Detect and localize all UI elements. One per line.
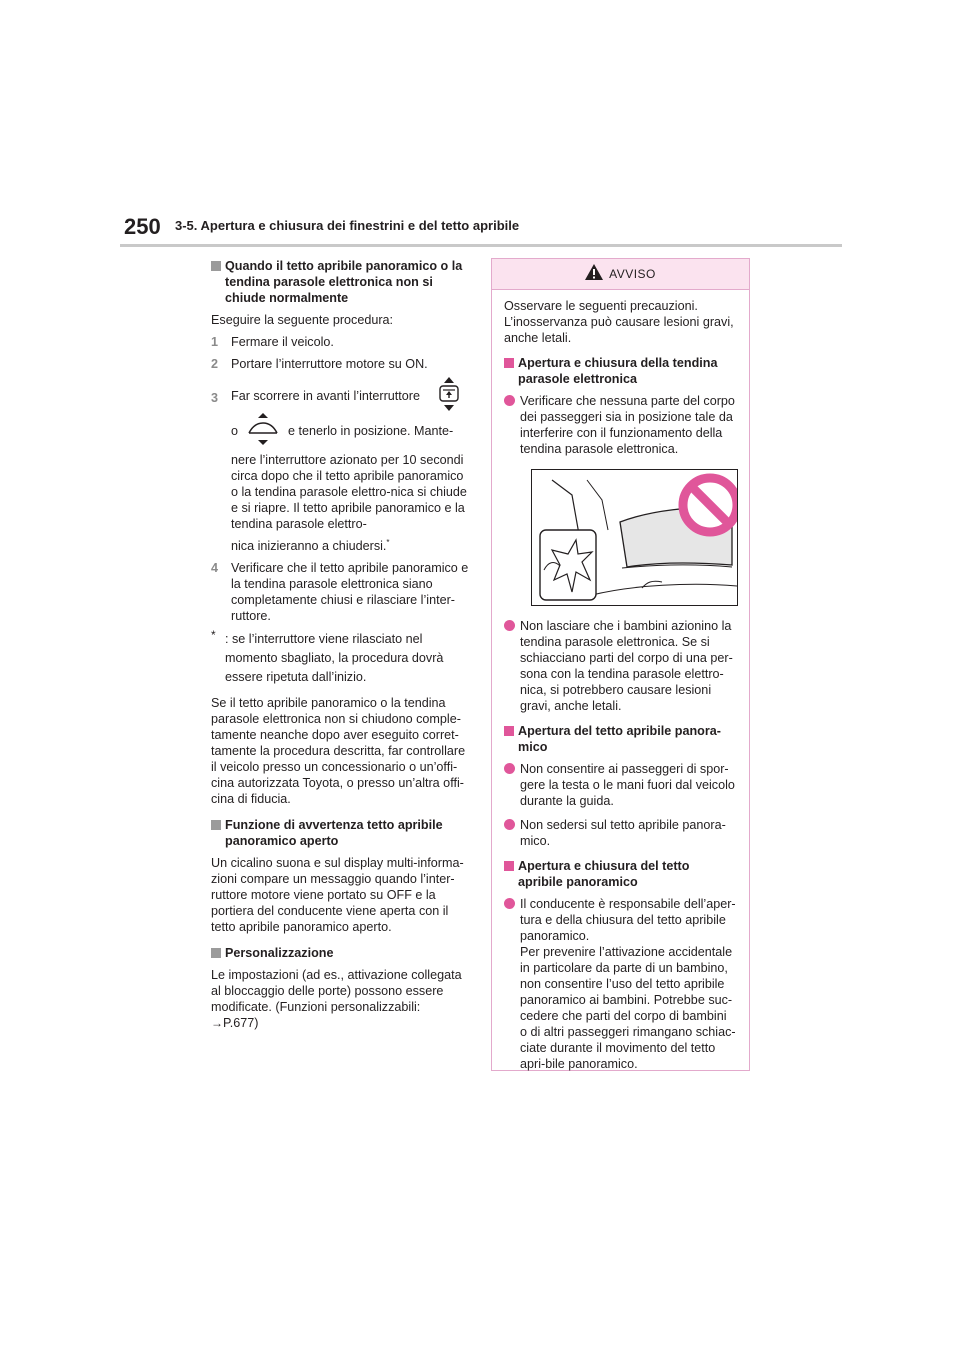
customization-paragraph bbox=[211, 967, 473, 1031]
footnote-mark: * bbox=[211, 628, 216, 643]
step-text: Far scorrere in avanti l’interruttore bbox=[231, 389, 420, 403]
bullet-dot-icon bbox=[504, 763, 515, 774]
step-text: nica inizieranno a chiudersi. bbox=[231, 539, 387, 554]
step-number: 3 bbox=[211, 391, 219, 405]
warning-triangle-icon bbox=[585, 264, 603, 285]
bullet-dot-icon bbox=[504, 898, 515, 909]
bullet-item bbox=[504, 896, 736, 1072]
page-reference-link[interactable]: P.677) bbox=[223, 1016, 259, 1031]
step-1 bbox=[211, 334, 473, 350]
page-number: 250 bbox=[124, 214, 161, 239]
dealer-check-paragraph: Se il tetto apribile panoramico o la tendina parasole elettronica non si chiudono comple-tamente neanche dopo aver eseguito corret-tamente la procedura descritta, far controllare il veicolo presso un concessionario o un’offi-cina autorizzata Toyota, o presso un’altra offi-cina di fiducia. bbox=[211, 696, 466, 807]
bullet-item bbox=[504, 761, 736, 809]
heading-sunshade bbox=[504, 355, 736, 387]
heading-text: Apertura del tetto apribile panora-mico bbox=[518, 724, 721, 754]
step-text-end bbox=[231, 535, 473, 554]
bullet-item bbox=[504, 393, 736, 457]
heading-sunroof-open bbox=[504, 723, 736, 755]
heading-text: Funzione di avvertenza tetto apribile panoramico aperto bbox=[225, 818, 443, 849]
step-text: Verificare che il tetto apribile panoramico e la tendina parasole elettronica siano completamente chiusi e rilasciare l’inter-ruttore. bbox=[231, 561, 469, 624]
header-rule bbox=[120, 244, 842, 247]
footnote-text: : se l’interruttore viene rilasciato nel momento sbagliato, la procedura dovrà essere ripetuta dall’inizio. bbox=[225, 632, 444, 685]
bullet-item bbox=[504, 618, 736, 714]
bullet-text: Verificare che nessuna parte del corpo dei passeggeri sia in posizione tale da interferire con il funzionamento della tendina parasole elettronica. bbox=[520, 394, 735, 456]
step-text: Fermare il veicolo. bbox=[231, 335, 334, 349]
heading-sunroof-open-close bbox=[504, 858, 736, 890]
footnote bbox=[211, 630, 473, 687]
square-bullet-icon bbox=[504, 358, 514, 368]
heading-not-closing bbox=[211, 258, 473, 306]
warning-intro: Osservare le seguenti precauzioni. L’inosservanza può causare lesioni gravi, anche letali. bbox=[504, 299, 734, 345]
bullet-text: Non sedersi sul tetto apribile panora-mico. bbox=[520, 818, 726, 848]
bullet-text: Non lasciare che i bambini azionino la tendina parasole elettronica. Se si schiacciano parti del corpo di una per-sona con la tendina parasole elettro-nica, si potrebbero causare lesioni gravi, anche letali. bbox=[520, 619, 733, 713]
left-column bbox=[211, 258, 473, 1037]
bullet-item bbox=[504, 817, 736, 849]
section-title: 3-5. Apertura e chiusura dei finestrini e del tetto apribile bbox=[175, 218, 520, 233]
step-text: e tenerlo in posizione. Mante- bbox=[288, 424, 454, 438]
square-bullet-icon bbox=[211, 948, 221, 958]
heading-text: Apertura e chiusura del tetto apribile panoramico bbox=[518, 859, 690, 889]
step-number: 2 bbox=[211, 357, 219, 371]
square-bullet-icon bbox=[504, 861, 514, 871]
procedure-intro: Eseguire la seguente procedura: bbox=[211, 313, 394, 327]
step-2 bbox=[211, 356, 473, 372]
step-number: 1 bbox=[211, 335, 219, 349]
step-text: Portare l’interruttore motore su ON. bbox=[231, 357, 428, 371]
step-text-or: o bbox=[231, 424, 239, 438]
square-bullet-icon bbox=[211, 261, 221, 271]
warning-label: AVVISO bbox=[609, 267, 656, 281]
arrow-icon: → bbox=[211, 1016, 223, 1031]
bullet-text: Non consentire ai passeggeri di spor-gere la testa o le mani fuori dal veicolo durante la guida. bbox=[520, 762, 735, 808]
step-4 bbox=[211, 560, 473, 624]
heading-text: Quando il tetto apribile panoramico o la tendina parasole elettronica non si chiude normalmente bbox=[225, 259, 463, 305]
footnote-ref: * bbox=[386, 538, 390, 547]
step-text: nere l’interruttore azionato per 10 secondi circa dopo che il tetto apribile panoramico o la tendina parasole elettro-nica si chiude e si riapre. Il tetto apribile panoramico e la tendina parasole elettro- bbox=[231, 453, 467, 531]
warning-box bbox=[491, 258, 750, 1071]
heading-text: Apertura e chiusura della tendina parasole elettronica bbox=[518, 356, 718, 386]
heading-customization bbox=[211, 945, 473, 961]
warning-body bbox=[492, 290, 749, 1072]
bullet-dot-icon bbox=[504, 819, 515, 830]
square-bullet-icon bbox=[504, 726, 514, 736]
heading-warning-function bbox=[211, 817, 473, 849]
heading-text: Personalizzazione bbox=[225, 946, 334, 961]
warning-header bbox=[492, 259, 749, 290]
warning-function-paragraph: Un cicalino suona e sul display multi-informa-zioni compare un messaggio quando l’inter-ruttore motore viene portato su OFF e la portiera del conducente viene aperta con il tetto apribile panoramico aperto. bbox=[211, 856, 464, 935]
customization-text: Le impostazioni (ad es., attivazione collegata al bloccaggio delle porte) possono essere modificate. (Funzioni personalizzabili: bbox=[211, 968, 462, 1015]
prohibited-illustration bbox=[531, 469, 738, 606]
sunroof-switch-icon bbox=[438, 376, 460, 416]
square-bullet-icon bbox=[211, 820, 221, 830]
bullet-dot-icon bbox=[504, 395, 515, 406]
step-3 bbox=[211, 378, 473, 554]
step-number: 4 bbox=[211, 561, 219, 576]
sunshade-switch-icon bbox=[246, 412, 280, 450]
bullet-text: Il conducente è responsabile dell’aper-tura e della chiusura del tetto apribile panoramico. Per prevenire l’attivazione accidentale in particolare da parte di un bambino, non consentire l’uso del tetto apribile panoramico ai bambini. Potrebbe suc-cedere che parti del corpo di bambini o di altri passeggeri rimangano schiac-ciate durante il movimento del tetto apri-bile panoramico. bbox=[520, 897, 736, 1071]
bullet-dot-icon bbox=[504, 620, 515, 631]
